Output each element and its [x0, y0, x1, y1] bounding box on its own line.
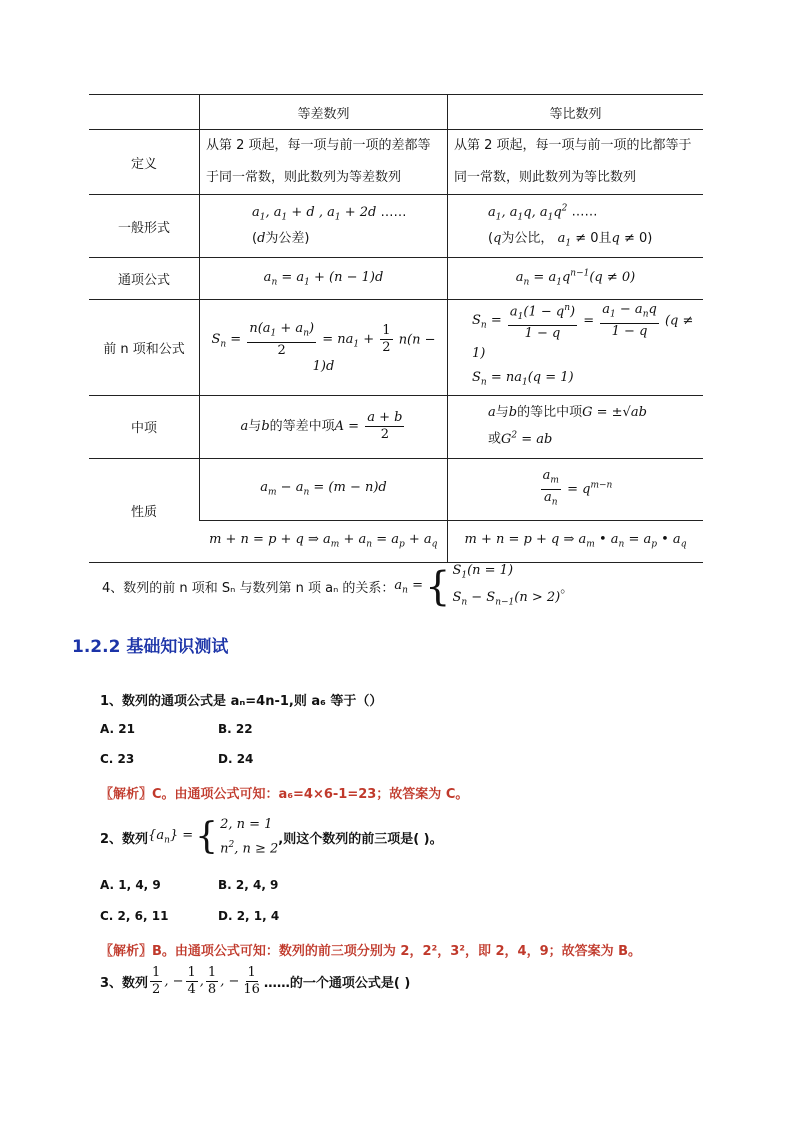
question-1: 1、数列的通项公式是 aₙ=4n-1,则 a₆ 等于（） — [100, 694, 383, 709]
section-title: 1.2.2 基础知识测试 — [72, 637, 229, 657]
gp-and-note: 且 — [598, 231, 612, 247]
ap-definition: 从第 2 项起，每一项与前一项的差都等于同一常数，则此数列为等差数列 — [200, 130, 448, 195]
q3-prefix: 3、数列 — [100, 976, 149, 991]
ap-property-2: m + n = p + q ⇒ $a_m + a_n = a_p + a_q$ — [200, 520, 448, 562]
q2-suffix: ,则这个数列的前三项是( )。 — [278, 831, 443, 847]
gp-mean-or: 或 — [488, 431, 502, 447]
question-2: 2、数列 $\{a_n\}$ = { 2, n = 1 $n^2$, n ≥ 2 ,则这个数列的前三项是( )。 — [100, 816, 443, 858]
gp-general-form: $a_1$, $a_1q$, $a_1q^2$ …… (q为公比， $a_1 \ne 0$且q ≠ 0) — [448, 195, 704, 258]
gp-property-2: m + n = p + q ⇒ $a_m$ • $a_n = a_p$ • $a_q$ — [448, 520, 704, 562]
gp-definition: 从第 2 项起，每一项与前一项的比都等于同一常数，则此数列为等比数列 — [448, 130, 704, 195]
header-ap: 等差数列 — [200, 95, 448, 130]
header-gp: 等比数列 — [448, 95, 704, 130]
q1-answer: 〖解析〗C。由通项公式可知：a₆=4×6-1=23；故答案为 C。 — [100, 787, 469, 802]
ap-diff-note: 为公差 — [265, 231, 305, 247]
q2-prefix: 2、数列 — [100, 831, 149, 847]
comparison-table — [89, 94, 703, 563]
row-label-definition: 定义 — [89, 130, 200, 195]
q2-option-c: C. 2, 6, 11 — [100, 909, 169, 923]
sn-an-relation: 4、数列的前 n 项和 Sₙ 与数列第 n 项 aₙ 的关系： $a_n$ = { $S_1(n = 1)$ $S_n - S_{n-1}(n > 2)$ 。 — [102, 563, 574, 610]
row-label-general: 一般形式 — [89, 195, 200, 258]
ap-general-form: $a_1$, $a_1 + d$ , $a_1 + 2d$ …… (d为公差) — [200, 195, 448, 258]
q3-suffix: ……的一个通项公式是( ) — [263, 976, 411, 991]
ap-mean: a与b的等差中项A = $\frac{a + b}{2}$ — [200, 395, 448, 458]
q1-option-a: A. 21 — [100, 722, 135, 736]
header-empty — [89, 95, 200, 130]
ap-sum-formula: $S_n$ = $\frac{n(a_1 + a_n)}{2}$ = $na_1$ + $\frac{1}{2}$ n(n − 1)d — [200, 300, 448, 396]
q2-answer: 〖解析〗B。由通项公式可知：数列的前三项分别为 2，2²，3²，即 2，4，9；故答案为 B。 — [100, 944, 642, 959]
q1-option-b: B. 22 — [218, 722, 253, 736]
q1-option-d: D. 24 — [218, 752, 254, 766]
row-label-mid: 中项 — [89, 395, 200, 458]
ap-mean-label: 的等差中项 — [269, 419, 335, 435]
relation-text: 4、数列的前 n 项和 Sₙ 与数列第 n 项 aₙ 的关系： — [102, 581, 395, 597]
gp-mean-and: 与 — [495, 405, 509, 421]
gp-nth-term: $a_n = a_1q^{n-1}(q \ne 0)$ — [448, 258, 704, 300]
gp-property-1: $\frac{a_m}{a_n}$ = $q^{m-n}$ — [448, 458, 704, 520]
ap-property-1: $a_m - a_n = (m - n)d$ — [200, 458, 448, 520]
q2-option-d: D. 2, 1, 4 — [218, 909, 280, 923]
gp-mean-label: 的等比中项 — [517, 405, 583, 421]
row-label-sum: 前 n 项和公式 — [89, 300, 200, 396]
row-label-prop: 性质 — [89, 458, 200, 562]
row-label-formula: 通项公式 — [89, 258, 200, 300]
gp-sum-formula: $S_n$ = $\frac{a_1(1 - q^n)}{1 - q}$ = $\frac{a_1 - a_nq}{1 - q}$ (q ≠ 1) $S_n = na_1(q = 1)$ — [448, 300, 704, 396]
q1-option-c: C. 23 — [100, 752, 135, 766]
question-3: 3、数列 $\frac{1}{2}$ , − $\frac{1}{4}$ , $\frac{1}{8}$ , − $\frac{1}{16}$ ……的一个通项公式是( ) — [100, 965, 411, 997]
ap-nth-term: $a_n = a_1 + (n - 1)d$ — [200, 258, 448, 300]
q2-option-a: A. 1, 4, 9 — [100, 878, 161, 892]
relation-suffix: 。 — [560, 581, 574, 597]
gp-mean: a与b的等比中项G = ±√ab 或$G^2$ = ab — [448, 395, 704, 458]
ap-mean-and: 与 — [248, 419, 262, 435]
gp-ratio-note: 为公比， — [501, 231, 554, 247]
q2-option-b: B. 2, 4, 9 — [218, 878, 279, 892]
